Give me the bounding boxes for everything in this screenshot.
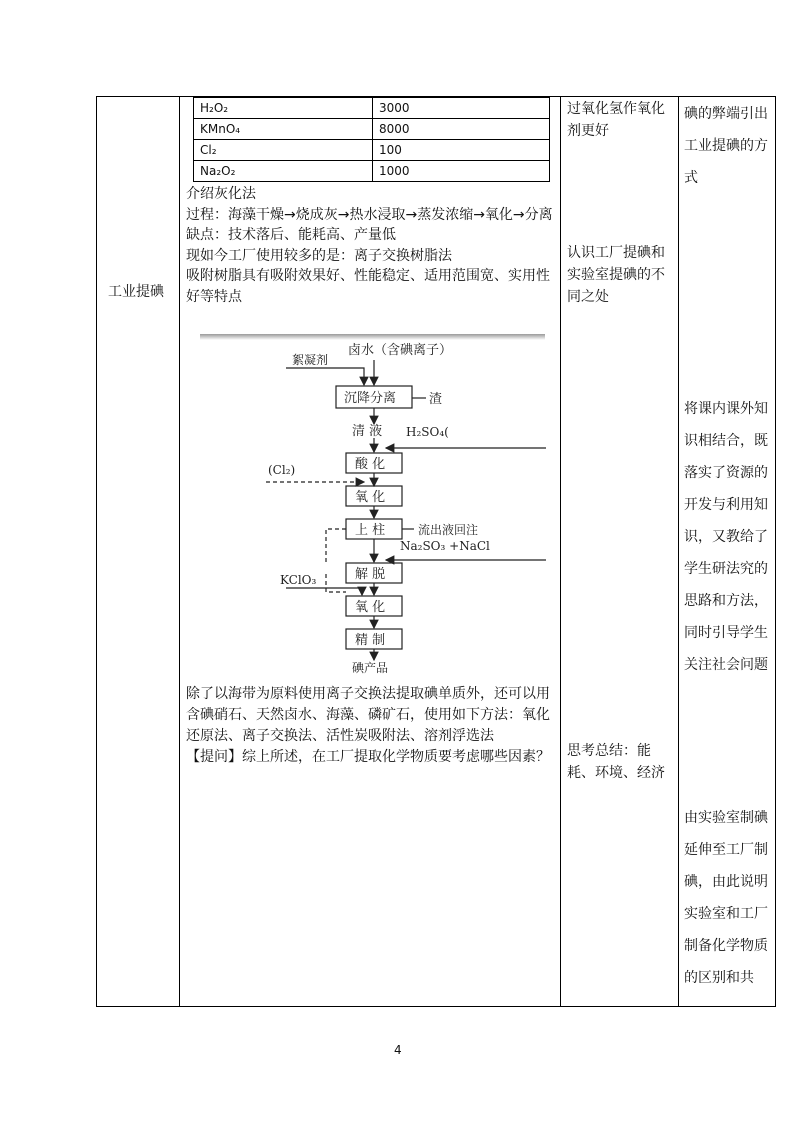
flow-source: 卤水（含碘离子）	[348, 343, 453, 358]
flow-product: 碘产品	[352, 661, 389, 675]
question-text: 【提问】综上所述，在工厂提取化学物质要考虑哪些因素？	[186, 749, 550, 765]
flow-effluent: 流出液回注	[418, 523, 479, 537]
oxidant-value: 100	[373, 140, 550, 161]
row-label: 工业提碘	[108, 284, 164, 300]
oxidant-name: Cl₂	[194, 140, 373, 161]
student-activity-1	[567, 98, 675, 142]
flow-h2so4: H₂SO₄(	[406, 425, 449, 439]
flow-acidify: 酸 化	[355, 457, 386, 472]
design-intent-text: 由实验室制碘延伸至工厂制碘，由此说明实验室和工厂制备化学物质的区别和共	[684, 810, 768, 986]
ash-method-section	[186, 184, 554, 307]
oxidant-cost-table	[193, 97, 550, 182]
flow-residue: 渣	[429, 392, 443, 407]
student-activity-text: 认识工厂提碘和实验室提碘的不同之处	[567, 245, 665, 305]
student-activity-text: 思考总结：能耗、环境、经济	[567, 743, 665, 781]
column-divider-3	[678, 96, 679, 1007]
flow-clear-liquid: 清 液	[352, 424, 383, 439]
ash-method-resin: 吸附树脂具有吸附效果好、性能稳定、适用范围宽、实用性好等特点	[186, 268, 550, 305]
design-intent-text: 将课内课外知识相结合，既落实了资源的开发与利用知识，又教给了学生研法究的思路和方法，同时引导学生关注社会问题	[684, 401, 768, 673]
student-activity-2	[567, 242, 675, 308]
column-divider-1	[179, 96, 180, 1007]
design-intent-1	[684, 98, 772, 194]
flow-na2so3: Na₂SO₃ +NaCl	[400, 539, 490, 553]
ash-method-current: 现如今工厂使用较多的是：离子交换树脂法	[186, 247, 452, 264]
table-row	[194, 161, 550, 182]
table-row	[194, 140, 550, 161]
design-intent-text: 碘的弊端引出工业提碘的方式	[684, 106, 768, 186]
oxidant-name: H₂O₂	[194, 98, 373, 119]
table-row	[194, 98, 550, 119]
oxidant-name: Na₂O₂	[194, 161, 373, 182]
oxidant-value: 8000	[373, 119, 550, 140]
oxidant-name: KMnO₄	[194, 119, 373, 140]
column-divider-2	[560, 96, 561, 1007]
ash-method-drawbacks: 缺点：技术落后、能耗高、产量低	[186, 227, 396, 243]
flow-column: 上 柱	[355, 523, 386, 538]
student-activity-text: 过氧化氢作氧化剂更好	[567, 101, 665, 139]
design-intent-2	[684, 393, 772, 681]
page-number: 4	[394, 1043, 402, 1057]
table-bottom-border	[96, 1006, 775, 1007]
table-row	[194, 119, 550, 140]
other-methods-section	[186, 684, 554, 768]
flow-oxidize-2: 氧 化	[355, 600, 386, 615]
flow-cl2: (Cl₂)	[268, 463, 296, 477]
flow-settle: 沉降分离	[344, 391, 397, 406]
ash-method-title: 介绍灰化法	[186, 186, 256, 202]
table-left-border	[96, 96, 97, 1007]
flow-refine: 精 制	[355, 633, 386, 648]
student-activity-3	[567, 740, 675, 784]
ash-method-process: 过程：海藻干燥→烧成灰→热水浸取→蒸发浓缩→氧化→分离	[186, 206, 553, 223]
flow-desorb: 解 脱	[355, 567, 386, 582]
flow-oxidize-1: 氧 化	[355, 490, 386, 505]
oxidant-value: 1000	[373, 161, 550, 182]
design-intent-3	[684, 802, 772, 994]
table-right-border	[775, 96, 776, 1007]
other-methods-text: 除了以海带为原料使用离子交换法提取碘单质外，还可以用含碘硝石、天然卤水、海藻、磷矿石，使用如下方法：氧化还原法、离子交换法、活性炭吸附法、溶剂浮选法	[186, 686, 550, 744]
iodine-process-flow-diagram	[186, 338, 556, 678]
oxidant-value: 3000	[373, 98, 550, 119]
flow-flocculant: 絮凝剂	[292, 353, 329, 367]
flow-kclo3: KClO₃	[280, 573, 317, 587]
